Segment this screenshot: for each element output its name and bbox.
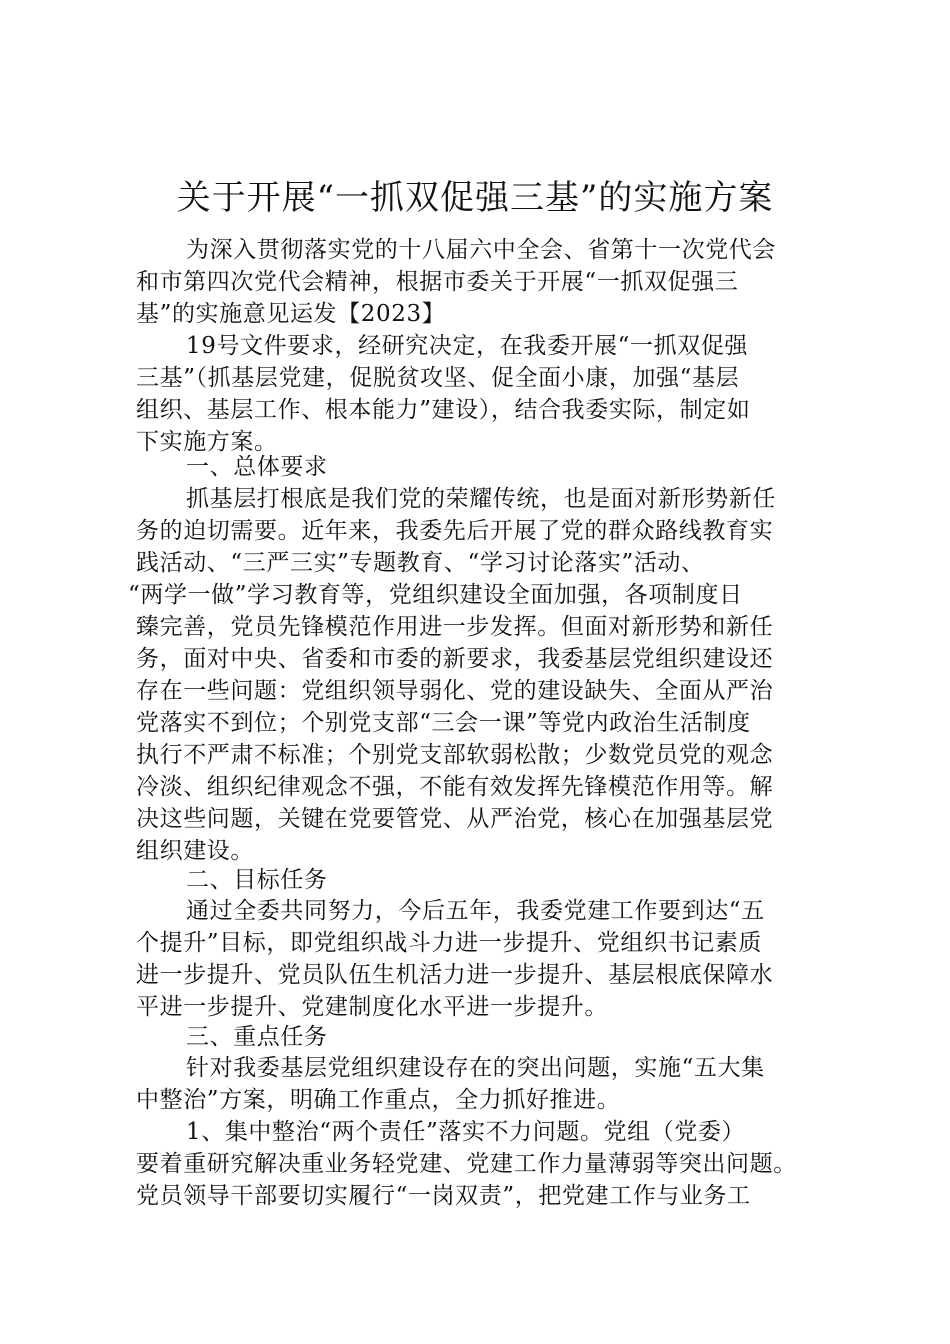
body-line: 务的迫切需要。近年来，我委先后开展了党的群众路线教育实	[136, 518, 774, 544]
body-line: 基”的实施意见运发【2023】	[136, 301, 446, 327]
body-line: 下实施方案。	[136, 429, 278, 455]
body-line: 要着重研究解决重业务轻党建、党建工作力量薄弱等突出问题。	[136, 1151, 797, 1177]
section-heading: 二、目标任务	[186, 867, 328, 893]
body-line: 冷淡、组织纪律观念不强，不能有效发挥先锋模范作用等。解	[136, 774, 774, 800]
body-line: 执行不严肃不标准；个别党支部软弱松散；少数党员党的观念	[136, 742, 774, 768]
body-line: 践活动、“三严三实”专题教育、“学习讨论落实”活动、	[136, 550, 705, 576]
body-line: 进一步提升、党员队伍生机活力进一步提升、基层根底保障水	[136, 962, 774, 988]
body-line: 1、集中整治“两个责任”落实不力问题。党组（党委）	[186, 1119, 746, 1145]
body-line: “两学一做”学习教育等，党组织建设全面加强，各项制度日	[128, 582, 743, 608]
body-line: 决这些问题，关键在党要管党、从严治党，核心在加强基层党	[136, 806, 774, 832]
section-heading: 三、重点任务	[186, 1024, 328, 1050]
document-title: 关于开展“一抓双促强三基”的实施方案	[176, 178, 774, 218]
body-line: 为深入贯彻落实党的十八届六中全会、省第十一次党代会	[186, 237, 776, 263]
body-line: 存在一些问题：党组织领导弱化、党的建设缺失、全面从严治	[136, 678, 774, 704]
body-line: 通过全委共同努力，今后五年，我委党建工作要到达“五	[186, 898, 765, 924]
body-line: 党落实不到位；个别党支部“三会一课”等党内政治生活制度	[136, 710, 751, 736]
body-line: 和市第四次党代会精神，根据市委关于开展“一抓双促强三	[136, 269, 739, 295]
body-line: 务，面对中央、省委和市委的新要求，我委基层党组织建设还	[136, 646, 774, 672]
section-heading: 一、总体要求	[186, 454, 328, 480]
body-line: 臻完善，党员先锋模范作用进一步发挥。但面对新形势和新任	[136, 614, 774, 640]
body-line: 党员领导干部要切实履行“一岗双责”，把党建工作与业务工	[136, 1183, 751, 1209]
body-line: 针对我委基层党组织建设存在的突出问题，实施“五大集	[186, 1055, 765, 1081]
body-line: 平进一步提升、党建制度化水平进一步提升。	[136, 994, 608, 1020]
body-line: 组织、基层工作、根本能力”建设），结合我委实际，制定如	[136, 397, 751, 423]
body-line: 组织建设。	[136, 838, 254, 864]
body-line: 三基”（抓基层党建，促脱贫攻坚、促全面小康，加强“基层	[136, 365, 740, 391]
body-line: 中整治”方案，明确工作重点，全力抓好推进。	[136, 1087, 621, 1113]
body-line: 抓基层打根底是我们党的荣耀传统，也是面对新形势新任	[186, 486, 776, 512]
body-line: 19号文件要求，经研究决定，在我委开展“一抓双促强	[186, 333, 749, 359]
body-line: 个提升”目标，即党组织战斗力进一步提升、党组织书记素质	[136, 930, 762, 956]
